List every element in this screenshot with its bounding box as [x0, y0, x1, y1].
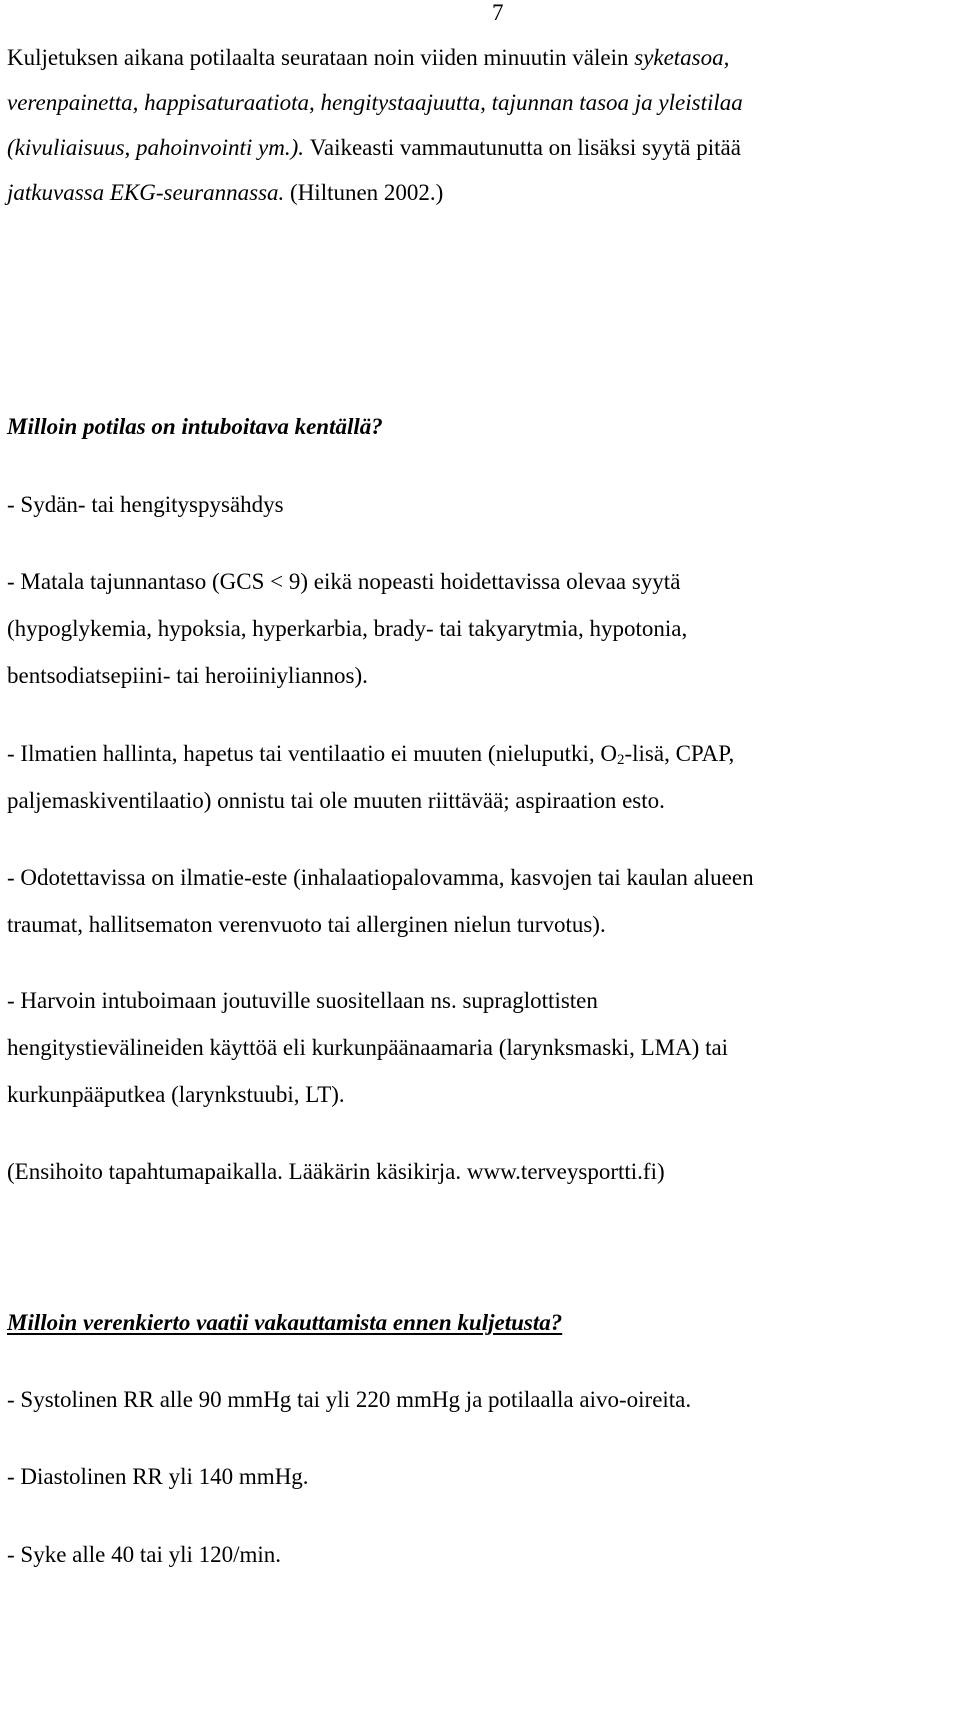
text-run: Kuljetuksen aikana potilaalta seurataan noin viiden minuutin välein [7, 45, 635, 70]
list-item: - Syke alle 40 tai yli 120/min. [7, 1542, 282, 1567]
italic-text-run: (kivuliaisuus, pahoinvointi ym.). [7, 135, 310, 160]
list-item-line: bentsodiatsepiini- tai heroiiniyliannos). [7, 663, 368, 688]
section-heading: Milloin potilas on intuboitava kentällä? [7, 414, 383, 439]
list-item: - Systolinen RR alle 90 mmHg tai yli 220 mmHg ja potilaalla aivo-oireita. [7, 1387, 692, 1412]
list-item-line [7, 739, 734, 769]
page-number: 7 [492, 0, 504, 25]
section-heading: Milloin verenkierto vaatii vakauttamista ennen kuljetusta? [7, 1310, 563, 1335]
paragraph-line [7, 178, 443, 208]
source-citation: (Ensihoito tapahtumapaikalla. Lääkärin käsikirja. www.terveysportti.fi) [7, 1159, 665, 1184]
list-item-line: - Harvoin intuboimaan joutuville suositellaan ns. supraglottisten [7, 988, 598, 1013]
text-run: (Hiltunen 2002.) [290, 180, 444, 205]
text-run: - Ilmatien hallinta, hapetus tai ventilaatio ei muuten (nieluputki, O [7, 741, 617, 766]
list-item-line: hengitystievälineiden käyttöä eli kurkunpäänaamaria (larynksmaski, LMA) tai [7, 1035, 729, 1060]
italic-text-run: jatkuvassa EKG-seurannassa. [7, 180, 291, 205]
italic-text-run: syketasoa, [634, 45, 730, 70]
list-item-line: traumat, hallitsematon verenvuoto tai allerginen nielun turvotus). [7, 912, 606, 937]
paragraph-line: verenpainetta, happisaturaatiota, hengitystaajuutta, tajunnan tasoa ja yleistilaa [7, 90, 743, 115]
list-item-line: - Matala tajunnantaso (GCS < 9) eikä nopeasti hoidettavissa olevaa syytä [7, 569, 681, 594]
list-item-line: (hypoglykemia, hypoksia, hyperkarbia, brady- tai takyarytmia, hypotonia, [7, 616, 688, 641]
paragraph-line [7, 133, 741, 163]
text-run: -lisä, CPAP, [624, 741, 735, 766]
list-item: - Diastolinen RR yli 140 mmHg. [7, 1464, 309, 1489]
list-item-line: - Odotettavissa on ilmatie-este (inhalaatiopalovamma, kasvojen tai kaulan alueen [7, 865, 754, 890]
list-item: - Sydän- tai hengityspysähdys [7, 492, 284, 517]
list-item-line: paljemaskiventilaatio) onnistu tai ole muuten riittävää; aspiraation esto. [7, 788, 665, 813]
text-run: Vaikeasti vammautunutta on lisäksi syytä pitää [309, 135, 741, 160]
list-item-line: kurkunpääputkea (larynkstuubi, LT). [7, 1082, 345, 1107]
paragraph-line [7, 43, 729, 73]
subscript: 2 [616, 752, 625, 768]
